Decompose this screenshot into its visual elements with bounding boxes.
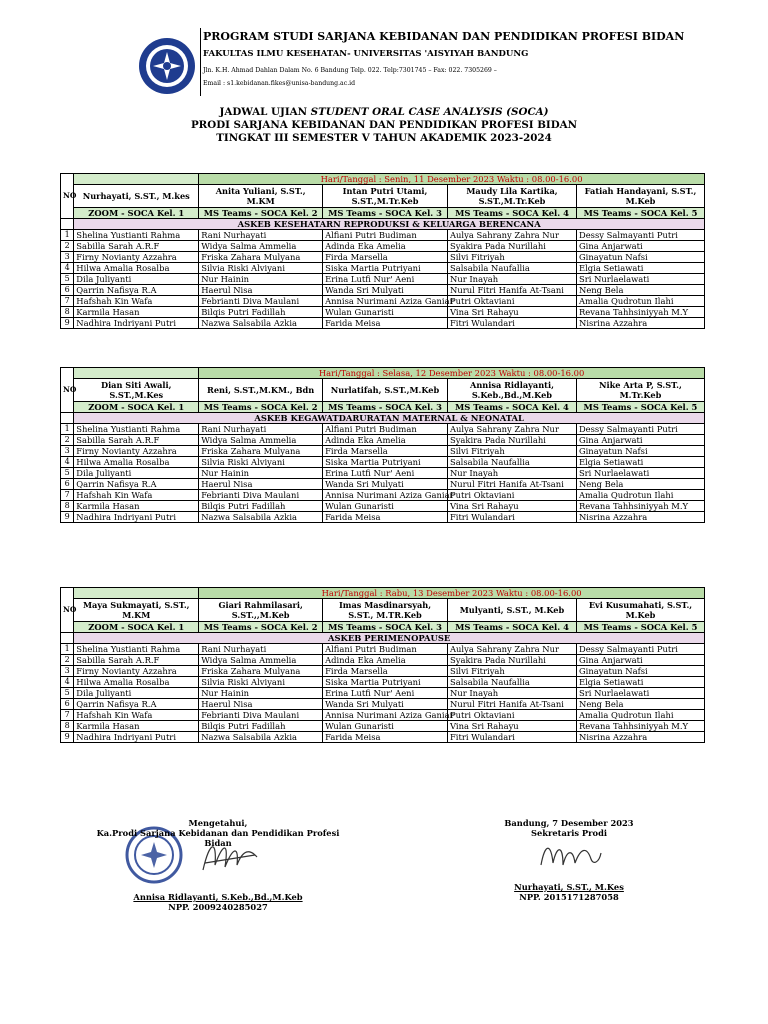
student-name: Adinda Eka Amelia [323,655,448,666]
student-name: Aulya Sahrany Zahra Nur [447,230,576,241]
sig-left-line2: Ka.Prodi Sarjana Kebidanan dan Pendidikan Profesi Bidan [96,828,340,848]
letterhead-faculty: FAKULTAS ILMU KESEHATAN- UNIVERSITAS 'AISYIYAH BANDUNG [203,49,529,59]
student-name: Sri Nurlaelawati [576,274,704,285]
table-row [61,318,705,329]
student-name: Aulya Sahrany Zahra Nur [447,424,576,435]
day-header-row [61,588,705,599]
no-header: NO [61,174,74,219]
student-name: Annisa Nurimani Aziza Ganiar [323,490,448,501]
student-name: Sri Nurlaelawati [576,468,704,479]
student-name: Salsabila Naufallia [447,263,576,274]
student-name: Vina Sri Rahayu [447,501,576,512]
row-number: 9 [61,318,74,329]
student-name: Wulan Gunaristi [323,307,448,318]
student-name: Nur Hainin [199,688,323,699]
room-label: MS Teams - SOCA Kel. 4 [447,622,576,633]
examiner-name: Nurhayati, S.ST., M.kes [74,185,199,208]
student-name: Firda Marsella [323,446,448,457]
student-name: Nur Hainin [199,274,323,285]
student-name: Rani Nurhayati [199,644,323,655]
table-row [61,710,705,721]
examiner-name: Mulyanti, S.ST., M.Keb [447,599,576,622]
student-name: Febrianti Diva Maulani [199,296,323,307]
row-number: 9 [61,512,74,523]
theme-no-cell [61,219,74,230]
room-label: MS Teams - SOCA Kel. 2 [199,208,323,219]
student-name: Shelina Yustianti Rahma [74,644,199,655]
student-name: Hilwa Amalia Rosalba [74,457,199,468]
letterhead-program: PROGRAM STUDI SARJANA KEBIDANAN DAN PENDIDIKAN PROFESI BIDAN [203,30,685,43]
examiner-row [61,185,705,208]
student-name: Firda Marsella [323,252,448,263]
student-name: Revana Tahhsiniyyah M.Y [576,307,704,318]
student-name: Nur Inayah [447,688,576,699]
student-name: Karmila Hasan [74,721,199,732]
student-name: Siska Martia Putriyani [323,457,448,468]
student-name: Revana Tahhsiniyyah M.Y [576,501,704,512]
student-name: Annisa Nurimani Aziza Ganiar [323,710,448,721]
row-number: 3 [61,446,74,457]
letterhead-divider [200,28,201,96]
room-row [61,622,705,633]
student-name: Sabilla Sarah A.R.F [74,435,199,446]
day-header-blank [74,588,199,599]
student-name: Elgia Setiawati [576,263,704,274]
table-row [61,230,705,241]
student-name: Nurul Fitri Hanifa At-Tsani [447,285,576,296]
table-row [61,666,705,677]
student-name: Farida Meisa [323,512,448,523]
student-name: Nisrina Azzahra [576,512,704,523]
schedule-table-monday [60,173,705,329]
student-name: Firda Marsella [323,666,448,677]
student-name: Febrianti Diva Maulani [199,710,323,721]
table-row [61,285,705,296]
student-name: Widya Salma Ammelia [199,435,323,446]
table-row [61,296,705,307]
student-name: Nur Hainin [199,468,323,479]
student-name: Wanda Sri Mulyati [323,285,448,296]
table-row [61,252,705,263]
student-name: Salsabila Naufallia [447,457,576,468]
examiner-name: Nike Arta P, S.ST., M.Tr.Keb [576,379,704,402]
room-label: MS Teams - SOCA Kel. 5 [576,208,704,219]
no-header: NO [61,588,74,633]
student-name: Wanda Sri Mulyati [323,699,448,710]
student-name: Nazwa Salsabila Azkia [199,512,323,523]
student-name: Nadhira Indriyani Putri [74,512,199,523]
schedule-table-tuesday [60,367,705,523]
day-header: Hari/Tanggal : Senin, 11 Desember 2023 Waktu : 08.00-16.00 [199,174,705,185]
student-name: Vina Sri Rahayu [447,307,576,318]
student-name: Nazwa Salsabila Azkia [199,732,323,743]
student-name: Friska Zahara Mulyana [199,446,323,457]
sig-left-npp: NPP. 2009240285027 [168,902,268,912]
student-name: Fitri Wulandari [447,512,576,523]
student-name: Putri Oktaviani [447,296,576,307]
student-name: Nur Inayah [447,468,576,479]
student-name: Syakira Pada Nurillahi [447,241,576,252]
student-name: Silvia Riski Alviyani [199,263,323,274]
signature-block-right [500,818,638,902]
row-number: 3 [61,666,74,677]
student-name: Syakira Pada Nurillahi [447,435,576,446]
table-row [61,274,705,285]
day-header: Hari/Tanggal : Rabu, 13 Desember 2023 Waktu : 08.00-16.00 [199,588,705,599]
student-name: Aulya Sahrany Zahra Nur [447,644,576,655]
student-name: Friska Zahara Mulyana [199,666,323,677]
room-label: MS Teams - SOCA Kel. 3 [323,402,448,413]
student-name: Amalia Qudrotun Ilahi [576,710,704,721]
student-name: Dila Juliyanti [74,274,199,285]
student-name: Fitri Wulandari [447,318,576,329]
letterhead [203,30,703,89]
table-row [61,732,705,743]
day-header: Hari/Tanggal : Selasa, 12 Desember 2023 Waktu : 08.00-16.00 [199,368,705,379]
row-number: 1 [61,644,74,655]
room-label: MS Teams - SOCA Kel. 5 [576,402,704,413]
student-name: Putri Oktaviani [447,710,576,721]
student-name: Firny Novianty Azzahra [74,446,199,457]
table-row [61,688,705,699]
row-number: 1 [61,230,74,241]
row-number: 7 [61,710,74,721]
student-name: Haerul Nisa [199,285,323,296]
room-label: ZOOM - SOCA Kel. 1 [74,402,199,413]
theme-row [61,413,705,424]
day-header-blank [74,174,199,185]
room-label: MS Teams - SOCA Kel. 3 [323,622,448,633]
student-name: Nisrina Azzahra [576,318,704,329]
student-name: Rani Nurhayati [199,424,323,435]
student-name: Gina Anjarwati [576,241,704,252]
day-header-row [61,174,705,185]
theme-no-cell [61,633,74,644]
student-name: Bilqis Putri Fadillah [199,307,323,318]
room-label: MS Teams - SOCA Kel. 2 [199,622,323,633]
student-name: Karmila Hasan [74,307,199,318]
day-header-blank [74,368,199,379]
examiner-name: Dian Siti Awali, S.ST.,M.Kes [74,379,199,402]
student-name: Adinda Eka Amelia [323,241,448,252]
sig-right-line2: Sekretaris Prodi [530,828,608,838]
student-name: Alfiani Putri Budiman [323,644,448,655]
student-name: Bilqis Putri Fadillah [199,501,323,512]
table-row [61,655,705,666]
student-name: Revana Tahhsiniyyah M.Y [576,721,704,732]
sig-right-name: Nurhayati, S.ST., M.Kes [514,882,624,892]
examiner-name: Nurlatifah, S.ST.,M.Keb [323,379,448,402]
student-name: Sri Nurlaelawati [576,688,704,699]
letterhead-address: Jln. K.H. Ahmad Dahlan Dalam No. 6 Bandung Telp. 022. Telp:7301745 – Fax: 022. 7305269 – [203,67,497,74]
student-name: Qarrin Nafisya R.A [74,285,199,296]
examiner-row [61,379,705,402]
student-name: Hafshah Kin Wafa [74,296,199,307]
row-number: 6 [61,285,74,296]
student-name: Vina Sri Rahayu [447,721,576,732]
student-name: Ginayatun Nafsi [576,666,704,677]
student-name: Febrianti Diva Maulani [199,490,323,501]
exam-theme: ASKEB KEGAWATDARURATAN MATERNAL & NEONATAL [74,413,705,424]
room-label: ZOOM - SOCA Kel. 1 [74,208,199,219]
student-name: Hilwa Amalia Rosalba [74,263,199,274]
row-number: 7 [61,296,74,307]
student-name: Nisrina Azzahra [576,732,704,743]
student-name: Sabilla Sarah A.R.F [74,655,199,666]
row-number: 3 [61,252,74,263]
student-name: Amalia Qudrotun Ilahi [576,296,704,307]
student-name: Nurul Fitri Hanifa At-Tsani [447,699,576,710]
student-name: Adinda Eka Amelia [323,435,448,446]
student-name: Hilwa Amalia Rosalba [74,677,199,688]
row-number: 2 [61,241,74,252]
theme-row [61,219,705,230]
theme-row [61,633,705,644]
student-name: Shelina Yustianti Rahma [74,230,199,241]
student-name: Elgia Setiawati [576,457,704,468]
student-name: Silvi Fitriyah [447,252,576,263]
exam-theme: ASKEB KESEHATARN REPRODUKSI & KELUARGA BERENCANA [74,219,705,230]
row-number: 8 [61,307,74,318]
examiner-name: Evi Kusumahati, S.ST., M.Keb [576,599,704,622]
student-name: Karmila Hasan [74,501,199,512]
examiner-name: Giari Rahmilasari, S.ST.,,M.Keb [199,599,323,622]
student-name: Wulan Gunaristi [323,501,448,512]
student-name: Friska Zahara Mulyana [199,252,323,263]
student-name: Shelina Yustianti Rahma [74,424,199,435]
examiner-name: Reni, S.ST.,M.KM., Bdn [199,379,323,402]
student-name: Gina Anjarwati [576,655,704,666]
student-name: Annisa Nurimani Aziza Ganiar [323,296,448,307]
letterhead-email: Email : s1.kebidanan.fikes@unisa-bandung.ac.id [203,80,356,87]
title-line-3: TINGKAT III SEMESTER V TAHUN AKADEMIK 2023-2024 [216,132,552,144]
student-name: Silvia Riski Alviyani [199,457,323,468]
student-name: Rani Nurhayati [199,230,323,241]
row-number: 2 [61,655,74,666]
table-row [61,501,705,512]
row-number: 8 [61,501,74,512]
student-name: Qarrin Nafisya R.A [74,699,199,710]
student-name: Amalia Qudrotun Ilahi [576,490,704,501]
row-number: 9 [61,732,74,743]
student-name: Ginayatun Nafsi [576,252,704,263]
room-row [61,402,705,413]
table-row [61,479,705,490]
examiner-name: Anita Yuliani, S.ST., M.KM [199,185,323,208]
student-name: Siska Martia Putriyani [323,263,448,274]
table-row [61,699,705,710]
examiner-name: Fatiah Handayani, S.ST., M.Keb [576,185,704,208]
document-title [0,106,768,145]
student-name: Neng Bela [576,699,704,710]
table-row [61,424,705,435]
table-row [61,307,705,318]
sig-right-npp: NPP. 2015171287058 [519,892,619,902]
student-name: Dessy Salmayanti Putri [576,230,704,241]
row-number: 5 [61,468,74,479]
student-name: Widya Salma Ammelia [199,655,323,666]
room-label: MS Teams - SOCA Kel. 4 [447,208,576,219]
row-number: 1 [61,424,74,435]
examiner-name: Annisa Ridlayanti, S.Keb.,Bd.,M.Keb [447,379,576,402]
student-name: Wulan Gunaristi [323,721,448,732]
student-name: Neng Bela [576,479,704,490]
student-name: Dila Juliyanti [74,688,199,699]
student-name: Farida Meisa [323,732,448,743]
student-name: Farida Meisa [323,318,448,329]
schedule-table-wednesday [60,587,705,743]
table-row [61,263,705,274]
student-name: Syakira Pada Nurillahi [447,655,576,666]
student-name: Fitri Wulandari [447,732,576,743]
student-name: Dessy Salmayanti Putri [576,644,704,655]
student-name: Silvi Fitriyah [447,666,576,677]
row-number: 6 [61,699,74,710]
room-row [61,208,705,219]
student-name: Alfiani Putri Budiman [323,424,448,435]
table-row [61,241,705,252]
student-name: Neng Bela [576,285,704,296]
student-name: Hafshah Kin Wafa [74,710,199,721]
examiner-row [61,599,705,622]
day-header-row [61,368,705,379]
title-line-2: PRODI SARJANA KEBIDANAN DAN PENDIDIKAN PROFESI BIDAN [190,119,578,131]
student-name: Nadhira Indriyani Putri [74,318,199,329]
student-name: Silvia Riski Alviyani [199,677,323,688]
title-italic: STUDENT ORAL CASE ANALYSIS (SOCA) [310,106,549,118]
exam-theme: ASKEB PERIMENOPAUSE [74,633,705,644]
student-name: Erina Lutfi Nur' Aeni [323,468,448,479]
sig-left-name: Annisa Ridlayanti, S.Keb.,Bd.,M.Keb [133,892,303,902]
student-name: Firny Novianty Azzahra [74,666,199,677]
examiner-name: Maudy Lila Kartika, S.ST.,M.Tr.Keb [447,185,576,208]
row-number: 2 [61,435,74,446]
student-name: Bilqis Putri Fadillah [199,721,323,732]
table-row [61,644,705,655]
row-number: 4 [61,457,74,468]
sig-right-line1: Bandung, 7 Desember 2023 [504,818,634,828]
student-name: Wanda Sri Mulyati [323,479,448,490]
table-row [61,457,705,468]
student-name: Salsabila Naufallia [447,677,576,688]
student-name: Silvi Fitriyah [447,446,576,457]
student-name: Siska Martia Putriyani [323,677,448,688]
row-number: 4 [61,677,74,688]
student-name: Qarrin Nafisya R.A [74,479,199,490]
room-label: ZOOM - SOCA Kel. 1 [74,622,199,633]
student-name: Erina Lutfi Nur' Aeni [323,274,448,285]
row-number: 7 [61,490,74,501]
student-name: Nur Inayah [447,274,576,285]
student-name: Gina Anjarwati [576,435,704,446]
row-number: 5 [61,274,74,285]
sig-left-line1: Mengetahui, [188,818,248,828]
table-row [61,446,705,457]
student-name: Dessy Salmayanti Putri [576,424,704,435]
examiner-name: Maya Sukmayati, S.ST., M.KM [74,599,199,622]
row-number: 4 [61,263,74,274]
student-name: Alfiani Putri Budiman [323,230,448,241]
room-label: MS Teams - SOCA Kel. 5 [576,622,704,633]
examiner-name: Imas Masdinarsyah, S.ST., M.TR.Keb [323,599,448,622]
table-row [61,677,705,688]
no-header: NO [61,368,74,413]
table-row [61,721,705,732]
student-name: Dila Juliyanti [74,468,199,479]
university-logo-icon [137,36,197,96]
student-name: Erina Lutfi Nur' Aeni [323,688,448,699]
student-name: Haerul Nisa [199,479,323,490]
row-number: 6 [61,479,74,490]
signature-block-left [88,818,348,912]
room-label: MS Teams - SOCA Kel. 4 [447,402,576,413]
table-row [61,468,705,479]
room-label: MS Teams - SOCA Kel. 3 [323,208,448,219]
student-name: Hafshah Kin Wafa [74,490,199,501]
table-row [61,435,705,446]
student-name: Haerul Nisa [199,699,323,710]
room-label: MS Teams - SOCA Kel. 2 [199,402,323,413]
student-name: Nazwa Salsabila Azkia [199,318,323,329]
student-name: Sabilla Sarah A.R.F [74,241,199,252]
student-name: Putri Oktaviani [447,490,576,501]
student-name: Widya Salma Ammelia [199,241,323,252]
table-row [61,490,705,501]
student-name: Nadhira Indriyani Putri [74,732,199,743]
examiner-name: Intan Putri Utami, S.ST.,M.Tr.Keb [323,185,448,208]
row-number: 8 [61,721,74,732]
student-name: Firny Novianty Azzahra [74,252,199,263]
student-name: Nurul Fitri Hanifa At-Tsani [447,479,576,490]
row-number: 5 [61,688,74,699]
table-row [61,512,705,523]
title-line-1: JADWAL UJIAN STUDENT ORAL CASE ANALYSIS (SOCA) [219,106,549,118]
student-name: Elgia Setiawati [576,677,704,688]
student-name: Ginayatun Nafsi [576,446,704,457]
theme-no-cell [61,413,74,424]
